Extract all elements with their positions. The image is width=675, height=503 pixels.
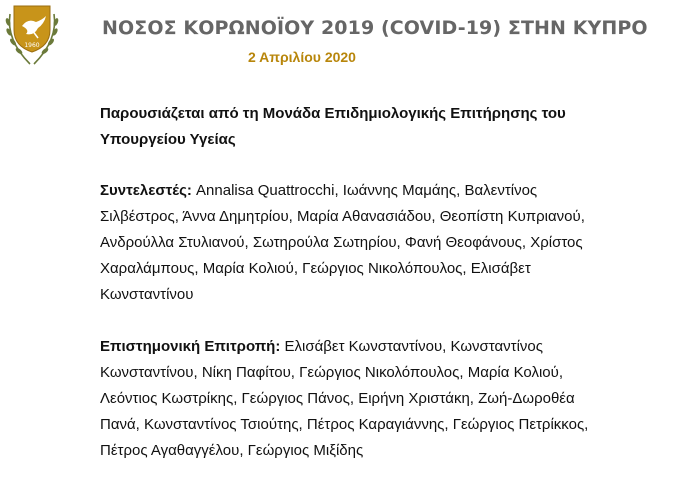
document-title: ΝΟΣΟΣ ΚΟΡΩΝΟΪΟΥ 2019 (COVID-19) ΣΤΗΝ ΚΥΠΡΟ bbox=[102, 17, 648, 39]
svg-text:1960: 1960 bbox=[24, 42, 40, 49]
contributors-paragraph bbox=[100, 178, 600, 308]
coat-of-arms-icon bbox=[2, 0, 62, 70]
contributors-list: Annalisa Quattrocchi, Ιωάννης Μαμάης, Βαλεντίνος Σιλβέστρος, Άννα Δημητρίου, Μαρία Αθανασιάδου, Θεοπίστη Κυπριανού, Ανδρούλλα Στυλιανού, Σωτηρούλα Σωτηρίου, Φανή Θεοφάνους, Χρίστος Χαραλάμπους, Μαρία Κολιού, Γεώργιος Νικολόπουλος, Ελισάβετ Κωνσταντίνου bbox=[100, 182, 585, 303]
committee-paragraph bbox=[100, 334, 600, 464]
committee-list: Ελισάβετ Κωνσταντίνου, Κωνσταντίνος Κωνσταντίνου, Νίκη Παφίτου, Γεώργιος Νικολόπουλος, Μαρία Κολιού, Λεόντιος Κωστρίκης, Γεώργιος Πάνος, Ειρήνη Χριστάκη, Ζωή-Δωροθέα Πανά, Κωνσταντίνος Τσιούτης, Πέτρος Καραγιάννης, Γεώργιος Πετρίκκος, Πέτρος Αγαθαγγέλου, Γεώργιος Μιξίδης bbox=[100, 338, 589, 459]
contributors-label: Συντελεστές: bbox=[100, 182, 192, 199]
intro-paragraph: Παρουσιάζεται από τη Μονάδα Επιδημιολογικής Επιτήρησης του Υπουργείου Υγείας bbox=[100, 105, 566, 148]
document-date: 2 Απριλίου 2020 bbox=[248, 49, 356, 65]
committee-label: Επιστημονική Επιτροπή: bbox=[100, 338, 281, 355]
